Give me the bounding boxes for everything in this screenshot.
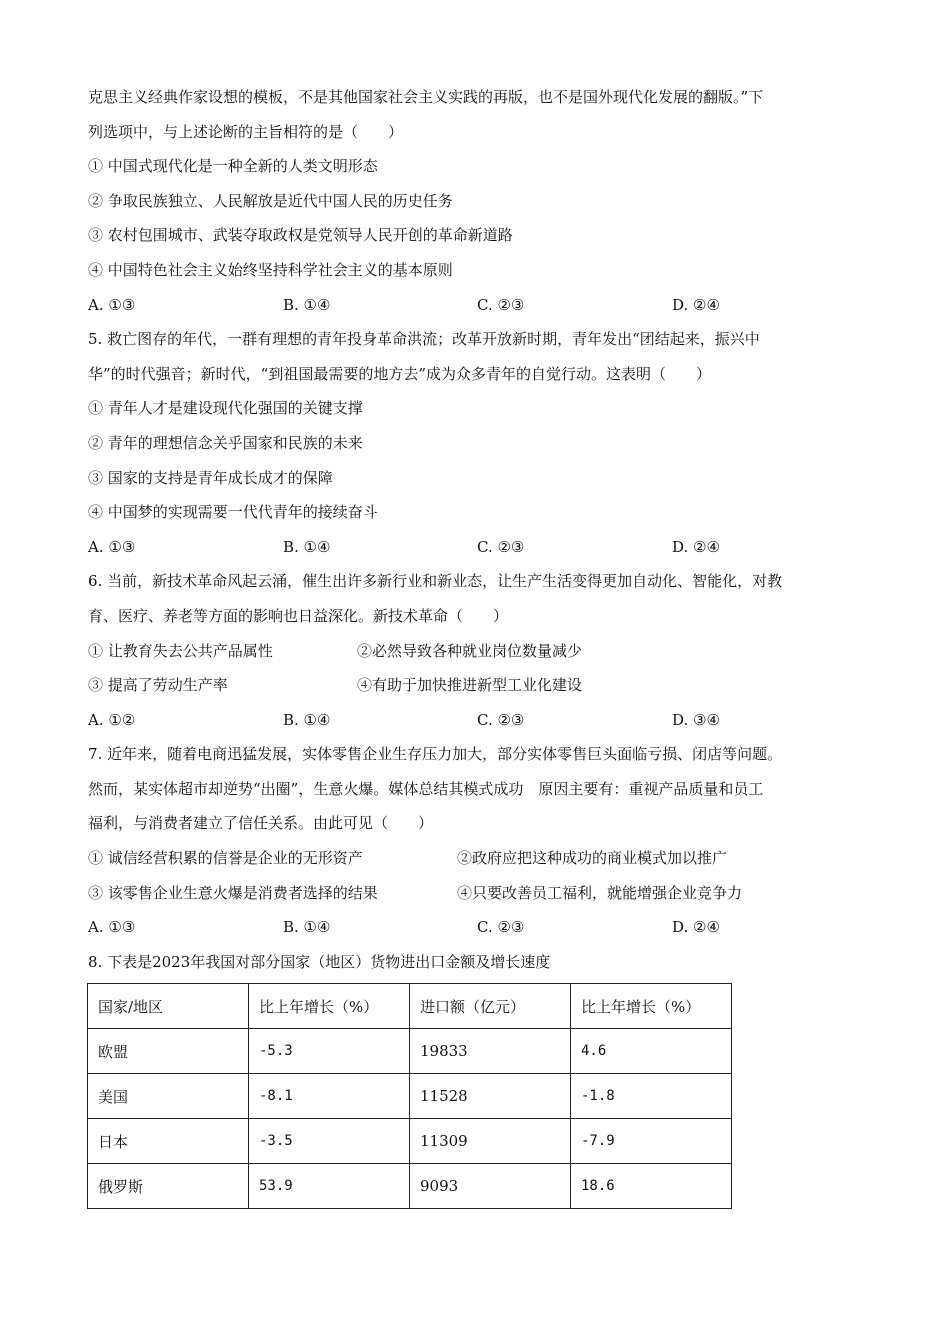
question-7-option-b: B. ①④ xyxy=(283,918,331,937)
question-5-statement-2: ② 青年的理想信念关乎国家和民族的未来 xyxy=(88,433,363,452)
table-cell: 美国 xyxy=(88,1074,249,1119)
table-cell: -3.5 xyxy=(249,1119,410,1164)
question-4-option-c: C. ②③ xyxy=(477,295,525,314)
question-5-option-c: C. ②③ xyxy=(477,537,525,556)
question-6-statement-2: ②必然导致各种就业岗位数量减少 xyxy=(357,641,583,660)
table-cell: 欧盟 xyxy=(88,1029,249,1074)
question-6-statement-3: ③ 提高了劳动生产率 xyxy=(88,676,228,695)
table-cell: -7.9 xyxy=(571,1119,732,1164)
trade-table xyxy=(87,983,732,1209)
table-row xyxy=(88,1074,732,1119)
question-6-statement-row-1 xyxy=(88,634,868,669)
table-cell: -1.8 xyxy=(571,1074,732,1119)
question-5-option-d: D. ②④ xyxy=(672,537,720,556)
question-4-line-1: 克思主义经典作家设想的模板，不是其他国家社会主义实践的再版，也不是国外现代化发展的翻版。”下 xyxy=(88,88,764,106)
question-6 xyxy=(88,564,868,737)
table-cell: 11528 xyxy=(410,1074,571,1119)
question-5-options xyxy=(88,530,868,565)
question-4 xyxy=(88,80,868,322)
question-7-statement-3: ③ 该零售企业生意火爆是消费者选择的结果 xyxy=(88,883,378,902)
question-4-options xyxy=(88,288,868,323)
question-7-statement-row-2 xyxy=(88,876,868,911)
table-cell: -5.3 xyxy=(249,1029,410,1074)
question-6-statement-4: ④有助于加快推进新型工业化建设 xyxy=(357,676,583,695)
question-7-statement-row-1 xyxy=(88,841,868,876)
table-row xyxy=(88,1119,732,1164)
question-5-statement-3: ③ 国家的支持是青年成长成才的保障 xyxy=(88,468,333,487)
question-7 xyxy=(88,737,868,945)
question-6-statement-1: ① 让教育失去公共产品属性 xyxy=(88,641,273,660)
table-cell: 53.9 xyxy=(249,1164,410,1209)
question-6-statement-row-2 xyxy=(88,668,868,703)
table-header-cell: 进口额（亿元） xyxy=(410,984,571,1029)
question-6-option-a: A. ①② xyxy=(88,710,136,729)
question-5-statement-4: ④ 中国梦的实现需要一代代青年的接续奋斗 xyxy=(88,503,378,522)
question-4-statement-4: ④ 中国特色社会主义始终坚持科学社会主义的基本原则 xyxy=(88,260,453,279)
question-8 xyxy=(88,945,868,1210)
question-5-line-1: 5. 救亡图存的年代，一群有理想的青年投身革命洪流；改革开放新时期，青年发出“团结起来，振兴中 xyxy=(88,330,760,349)
table-cell: 日本 xyxy=(88,1119,249,1164)
question-7-option-a: A. ①③ xyxy=(88,918,136,937)
question-4-option-a: A. ①③ xyxy=(88,295,136,314)
question-7-line-3: 福利，与消费者建立了信任关系。由此可见（ ） xyxy=(88,814,434,833)
question-6-option-d: D. ③④ xyxy=(672,710,720,729)
question-6-option-b: B. ①④ xyxy=(283,710,331,729)
question-6-line-2: 育、医疗、养老等方面的影响也日益深化。新技术革命（ ） xyxy=(88,606,509,625)
table-header-row xyxy=(88,984,732,1029)
table-cell: 4.6 xyxy=(571,1029,732,1074)
question-4-option-b: B. ①④ xyxy=(283,295,331,314)
question-5-statement-1: ① 青年人才是建设现代化强国的关键支撑 xyxy=(88,399,363,418)
question-6-option-c: C. ②③ xyxy=(477,710,525,729)
question-7-option-d: D. ②④ xyxy=(672,918,720,937)
question-4-statement-3: ③ 农村包围城市、武装夺取政权是党领导人民开创的革命新道路 xyxy=(88,226,513,245)
question-4-line-2: 列选项中，与上述论断的主旨相符的是（ ） xyxy=(88,122,404,141)
question-4-statement-2: ② 争取民族独立、人民解放是近代中国人民的历史任务 xyxy=(88,191,453,210)
question-7-option-c: C. ②③ xyxy=(477,918,525,937)
table-cell: 9093 xyxy=(410,1164,571,1209)
question-8-intro: 8. 下表是2023年我国对部分国家（地区）货物进出口金额及增长速度 xyxy=(88,952,551,971)
question-7-line-2: 然而，某实体超市却逆势“出圈”，生意火爆。媒体总结其模式成功 原因主要有：重视产品质量和员工 xyxy=(88,779,764,798)
table-row xyxy=(88,1029,732,1074)
table-row xyxy=(88,1164,732,1209)
question-7-statement-1: ① 诚信经营积累的信誉是企业的无形资产 xyxy=(88,849,363,868)
question-6-options xyxy=(88,703,868,738)
question-7-options xyxy=(88,910,868,945)
table-cell: 19833 xyxy=(410,1029,571,1074)
table-cell: 18.6 xyxy=(571,1164,732,1209)
question-5-option-b: B. ①④ xyxy=(283,537,331,556)
table-header-cell: 比上年增长（%） xyxy=(249,984,410,1029)
table-header-cell: 比上年增长（%） xyxy=(571,984,732,1029)
question-7-line-1: 7. 近年来，随着电商迅猛发展，实体零售企业生存压力加大，部分实体零售巨头面临亏损、闭店等问题。 xyxy=(88,745,783,764)
question-5-option-a: A. ①③ xyxy=(88,537,136,556)
exam-page xyxy=(88,80,868,1209)
question-6-line-1: 6. 当前，新技术革命风起云涌，催生出许多新行业和新业态，让生产生活变得更加自动化、智能化，对教 xyxy=(88,572,783,591)
question-5 xyxy=(88,322,868,564)
question-4-option-d: D. ②④ xyxy=(672,295,720,314)
table-header-cell: 国家/地区 xyxy=(88,984,249,1029)
question-4-statement-1: ① 中国式现代化是一种全新的人类文明形态 xyxy=(88,157,378,176)
question-5-line-2: 华”的时代强音；新时代，“到祖国最需要的地方去”成为众多青年的自觉行动。这表明（ ） xyxy=(88,364,712,383)
table-cell: 俄罗斯 xyxy=(88,1164,249,1209)
table-cell: -8.1 xyxy=(249,1074,410,1119)
question-7-statement-4: ④只要改善员工福利，就能增强企业竞争力 xyxy=(457,883,743,902)
question-7-statement-2: ②政府应把这种成功的商业模式加以推广 xyxy=(457,849,728,868)
table-cell: 11309 xyxy=(410,1119,571,1164)
